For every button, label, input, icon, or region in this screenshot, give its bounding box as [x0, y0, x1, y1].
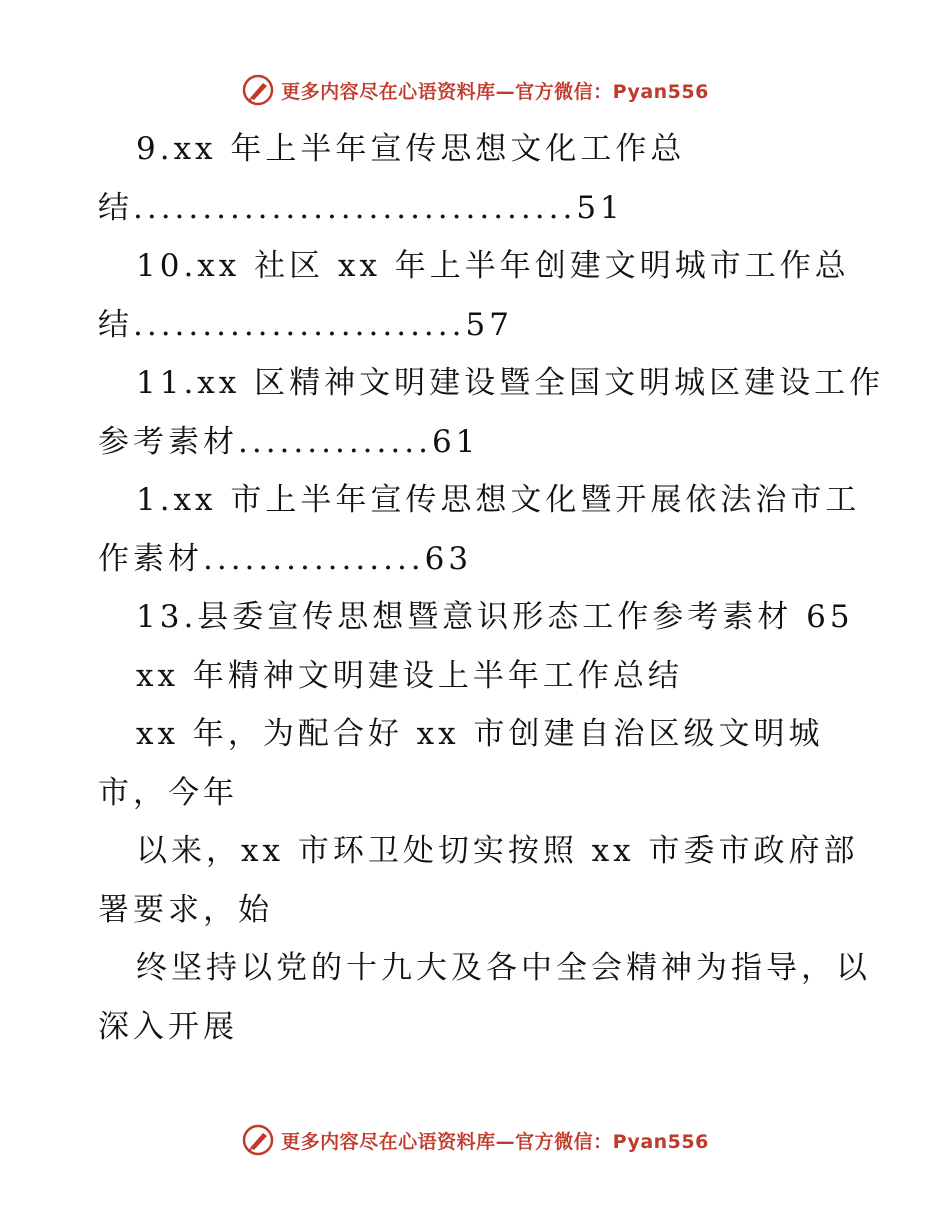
paragraph-line: 市，今年: [98, 774, 238, 811]
toc-line: 10.xx 社区 xx 年上半年创建文明城市工作总: [136, 248, 850, 284]
pen-logo-icon: [241, 73, 275, 107]
paragraph-line: 署要求，始: [98, 891, 273, 928]
paragraph-line: xx 年，为配合好 xx 市创建自治区级文明城: [136, 716, 824, 752]
document-body: [98, 120, 885, 1056]
toc-line: 1.xx 市上半年宣传思想文化暨开展依法治市工: [136, 482, 861, 518]
paragraph-line: 深入开展: [98, 1008, 238, 1045]
toc-line: 作素材................63: [98, 540, 473, 577]
pen-logo-icon: [241, 1123, 275, 1157]
header-wechat-text: —官方微信：Pyan556: [495, 80, 709, 103]
toc-line: 结........................57: [98, 306, 513, 343]
footer-wechat-text: —官方微信：Pyan556: [495, 1130, 709, 1153]
paragraph-line: 以来，xx 市环卫处切实按照 xx 市委市政府部: [136, 833, 859, 869]
toc-line: 9.xx 年上半年宣传思想文化工作总: [136, 131, 686, 167]
header-brand-text: 更多内容尽在心语资料库: [281, 80, 496, 103]
section-title: xx 年精神文明建设上半年工作总结: [136, 657, 683, 694]
header-banner: [0, 70, 950, 110]
toc-line: 11.xx 区精神文明建设暨全国文明城区建设工作: [136, 365, 885, 401]
paragraph-line: 终坚持以党的十九大及各中全会精神为指导，以: [136, 950, 871, 986]
footer-brand-text: 更多内容尽在心语资料库: [281, 1130, 496, 1153]
toc-line: 13.县委宣传思想暨意识形态工作参考素材 65: [136, 599, 854, 635]
footer-banner: [0, 1120, 950, 1160]
toc-line: 参考素材..............61: [98, 423, 480, 460]
toc-line: 结................................51: [98, 189, 624, 226]
